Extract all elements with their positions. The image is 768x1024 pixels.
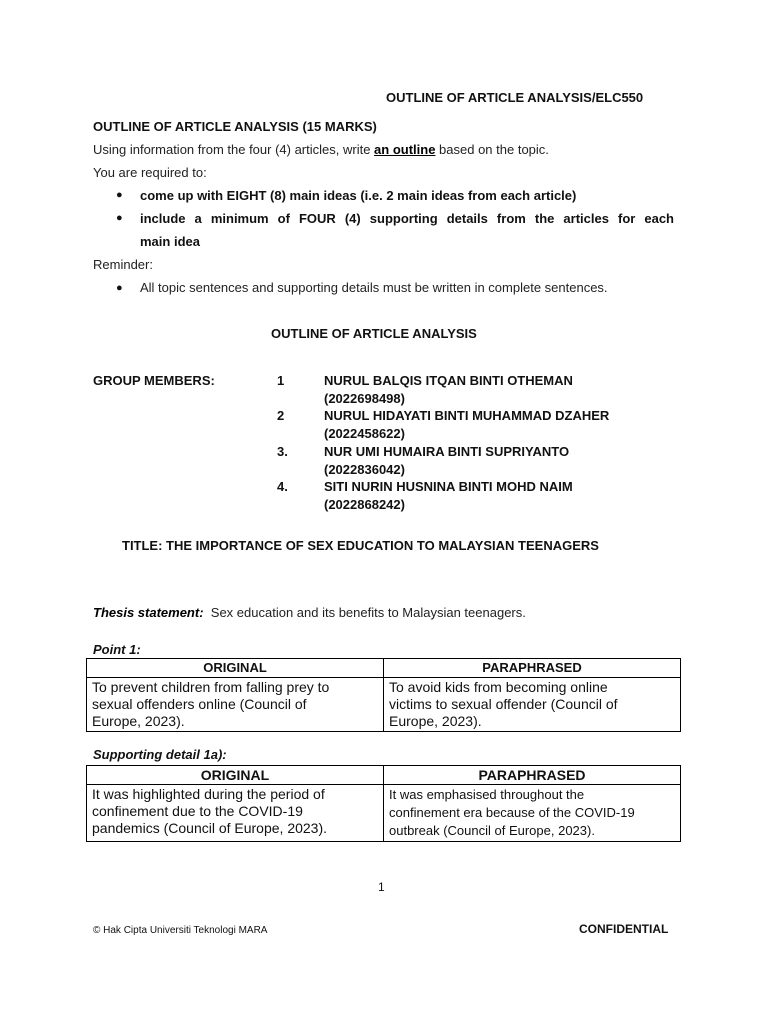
cell-line: It was emphasised throughout the <box>389 787 585 802</box>
bullet-icon: ● <box>116 189 123 201</box>
intro-emphasis: an outline <box>374 142 436 157</box>
point-1-label: Point 1: <box>93 642 141 657</box>
intro-text-before: Using information from the four (4) articles, write <box>93 142 375 157</box>
cell-line: To prevent children from falling prey to <box>92 679 330 695</box>
member-id: (2022458622) <box>324 426 405 441</box>
member-name: NURUL BALQIS ITQAN BINTI OTHEMAN <box>324 373 573 388</box>
reminder-label: Reminder: <box>93 257 153 272</box>
required-label: You are required to: <box>93 165 207 180</box>
table-header-row <box>87 766 681 785</box>
section-title: OUTLINE OF ARTICLE ANALYSIS <box>271 326 477 341</box>
member-name: NURUL HIDAYATI BINTI MUHAMMAD DZAHER <box>324 408 610 423</box>
reminder-1: All topic sentences and supporting details must be written in complete sentences. <box>140 280 608 295</box>
paraphrased-cell <box>384 678 681 732</box>
cell-line: outbreak (Council of Europe, 2023). <box>389 823 595 838</box>
essay-title: TITLE: THE IMPORTANCE OF SEX EDUCATION TO MALAYSIAN TEENAGERS <box>122 538 599 553</box>
table-header-row <box>87 659 681 678</box>
member-name: NUR UMI HUMAIRA BINTI SUPRIYANTO <box>324 444 570 459</box>
supporting-detail-1a-table <box>86 765 681 842</box>
bullet-icon: ● <box>116 282 123 294</box>
instructions-heading: OUTLINE OF ARTICLE ANALYSIS (15 MARKS) <box>93 119 377 134</box>
cell-line: confinement era because of the COVID-19 <box>389 805 635 820</box>
supporting-detail-1a-label: Supporting detail 1a): <box>93 747 227 762</box>
member-number: 3. <box>277 444 288 459</box>
column-header-original: ORIGINAL <box>87 659 384 678</box>
paraphrased-cell <box>384 785 681 842</box>
table-row <box>87 785 681 842</box>
thesis-statement <box>93 605 526 620</box>
member-id: (2022698498) <box>324 391 405 406</box>
point-1-table <box>86 658 681 732</box>
column-header-paraphrased: PARAPHRASED <box>384 659 681 678</box>
cell-line: victims to sexual offender (Council of <box>389 696 618 712</box>
cell-line: Europe, 2023). <box>92 713 185 729</box>
member-number: 1 <box>277 373 285 388</box>
cell-line: Europe, 2023). <box>389 713 482 729</box>
cell-line: It was highlighted during the period of <box>92 786 325 802</box>
original-cell <box>87 785 384 842</box>
member-id: (2022868242) <box>324 497 405 512</box>
cell-line: pandemics (Council of Europe, 2023). <box>92 820 328 836</box>
thesis-text: Sex education and its benefits to Malaysian teenagers. <box>210 605 526 620</box>
bullet-icon: ● <box>116 212 123 224</box>
cell-line: confinement due to the COVID-19 <box>92 803 303 819</box>
member-id: (2022836042) <box>324 462 405 477</box>
cell-line: To avoid kids from becoming online <box>389 679 608 695</box>
intro-text-after: based on the topic. <box>435 142 549 157</box>
cell-line: sexual offenders online (Council of <box>92 696 307 712</box>
page-number: 1 <box>378 880 385 894</box>
requirement-1: come up with EIGHT (8) main ideas (i.e. 2 main ideas from each article) <box>140 188 577 203</box>
original-cell <box>87 678 384 732</box>
column-header-paraphrased: PARAPHRASED <box>384 766 681 785</box>
table-row <box>87 678 681 732</box>
requirement-2-line2: main idea <box>140 234 200 249</box>
member-number: 4. <box>277 479 288 494</box>
column-header-original: ORIGINAL <box>87 766 384 785</box>
group-label: GROUP MEMBERS: <box>93 373 215 388</box>
member-name: SITI NURIN HUSNINA BINTI MOHD NAIM <box>324 479 573 494</box>
thesis-label: Thesis statement: <box>93 605 204 620</box>
document-header: OUTLINE OF ARTICLE ANALYSIS/ELC550 <box>386 90 644 105</box>
instructions-intro <box>93 142 549 157</box>
requirement-2-line1: include a minimum of FOUR (4) supporting details from the articles for each <box>140 211 674 226</box>
copyright-notice: © Hak Cipta Universiti Teknologi MARA <box>93 925 268 936</box>
member-number: 2 <box>277 408 285 423</box>
confidential-label: CONFIDENTIAL <box>579 922 669 936</box>
